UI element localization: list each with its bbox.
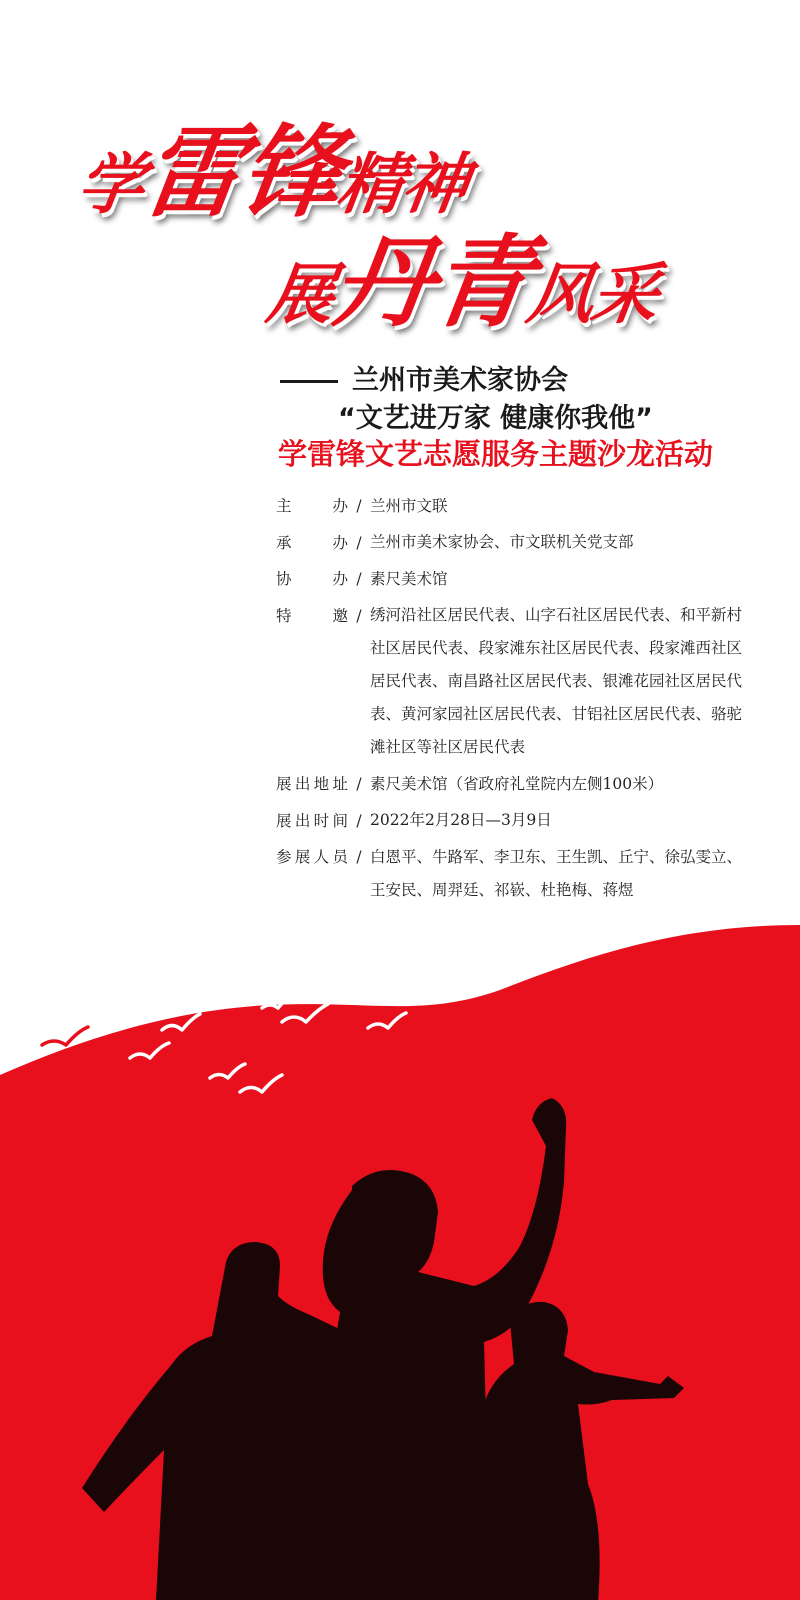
info-separator: /	[356, 533, 362, 552]
info-separator: /	[356, 570, 362, 588]
info-separator: /	[356, 775, 362, 793]
theme-subtitle: 学雷锋文艺志愿服务主题沙龙活动	[278, 437, 714, 471]
bird-icon	[42, 1027, 88, 1045]
info-row-co-organizer	[276, 565, 746, 596]
main-title-line-2	[259, 224, 666, 361]
organizer-name: 兰州市美术家协会	[352, 365, 568, 396]
info-value: 素尺美术馆（省政府礼堂院内左侧100米）	[370, 774, 664, 793]
info-label: 承办	[276, 533, 348, 552]
organizer-subtitle	[280, 358, 568, 397]
title-char-large: 雷锋	[135, 114, 348, 231]
info-value: 2022年2月28日—3月9日	[370, 811, 552, 829]
info-value: 白恩平、牛路军、李卫东、王生凯、丘宁、徐弘雯立、王安民、周羿廷、祁嵚、杜艳梅、蒋煜	[370, 847, 743, 899]
info-label: 特邀	[276, 606, 348, 625]
info-label: 展出时间	[276, 811, 348, 830]
info-row-host	[276, 492, 746, 523]
info-row-special-guests	[276, 602, 746, 765]
title-char: 风采	[522, 256, 662, 333]
info-value: 绣河沿社区居民代表、山字石社区居民代表、和平新村社区居民代表、段家滩东社区居民代表、段家滩西社区居民代表、南昌路社区居民代表、银滩花园社区居民代表、黄河家园社区居民代表、甘铝社区居民代表、骆驼滩社区等社区居民代表	[370, 606, 743, 756]
info-row-address	[276, 770, 746, 801]
info-label: 参展人员	[276, 848, 348, 866]
title-char: 展	[262, 256, 338, 333]
info-separator: /	[356, 497, 362, 515]
info-separator: /	[356, 811, 362, 830]
info-row-organizer	[276, 529, 746, 560]
info-row-time	[276, 807, 746, 838]
info-label: 主办	[276, 497, 348, 515]
title-char-large: 丹青	[325, 224, 538, 341]
info-separator: /	[356, 848, 362, 866]
info-row-artists	[276, 843, 746, 907]
info-label: 协办	[276, 570, 348, 588]
slogan-subtitle: “文艺进万家 健康你我他”	[338, 403, 653, 434]
info-label: 展出地址	[276, 775, 348, 793]
title-char: 精神	[332, 146, 472, 223]
info-separator: /	[356, 606, 362, 625]
event-info-list	[276, 492, 746, 913]
info-value: 素尺美术馆	[370, 569, 448, 588]
info-value: 兰州市美术家协会、市文联机关党支部	[370, 533, 634, 551]
dash-divider	[280, 380, 338, 383]
info-value: 兰州市文联	[370, 496, 448, 515]
title-char: 学	[72, 146, 148, 223]
